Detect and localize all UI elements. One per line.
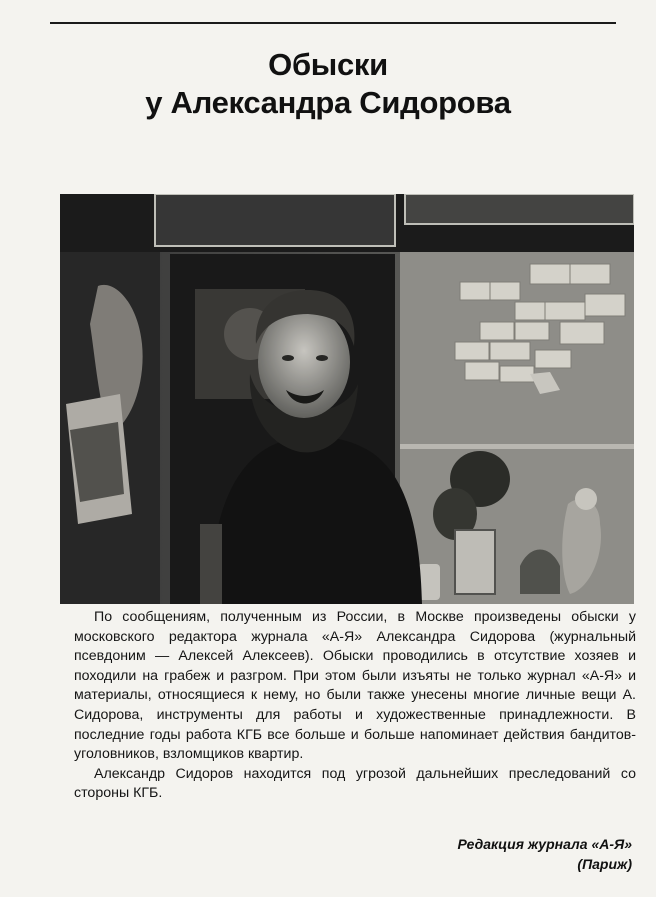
photo-illustration [60,194,634,604]
headline-line-2: у Александра Сидорова [145,85,511,120]
signature [232,834,632,874]
signature-line-2: (Париж) [577,856,632,872]
article-paragraph-2: Александр Сидоров находится под угрозой дальнейших преследований со стороны КГБ. [74,765,636,802]
portrait-photo [60,194,634,604]
top-rule [50,22,616,24]
article-body [74,608,636,804]
headline [0,46,656,122]
headline-line-1: Обыски [268,47,388,82]
article-paragraph-1: По сообщениям, полученным из России, в Москве произведены обыски у московского редактора журнала «А-Я» Александра Сидорова (журнальный псевдоним — Алексей Алексеев). Обыски проводились в отсутствие хозяев и походили на грабеж и разгром. При этом были изъяты не только журнал «А-Я» и материалы, относящиеся к нему, но были также унесены многие личные вещи А. Сидорова, инструменты для работы и художественные принадлежности. В последние годы работа КГБ все больше и больше напоминает действия бандитов-уголовников, взломщиков квартир. [74,609,636,763]
signature-line-1: Редакция журнала «А-Я» [457,836,632,852]
